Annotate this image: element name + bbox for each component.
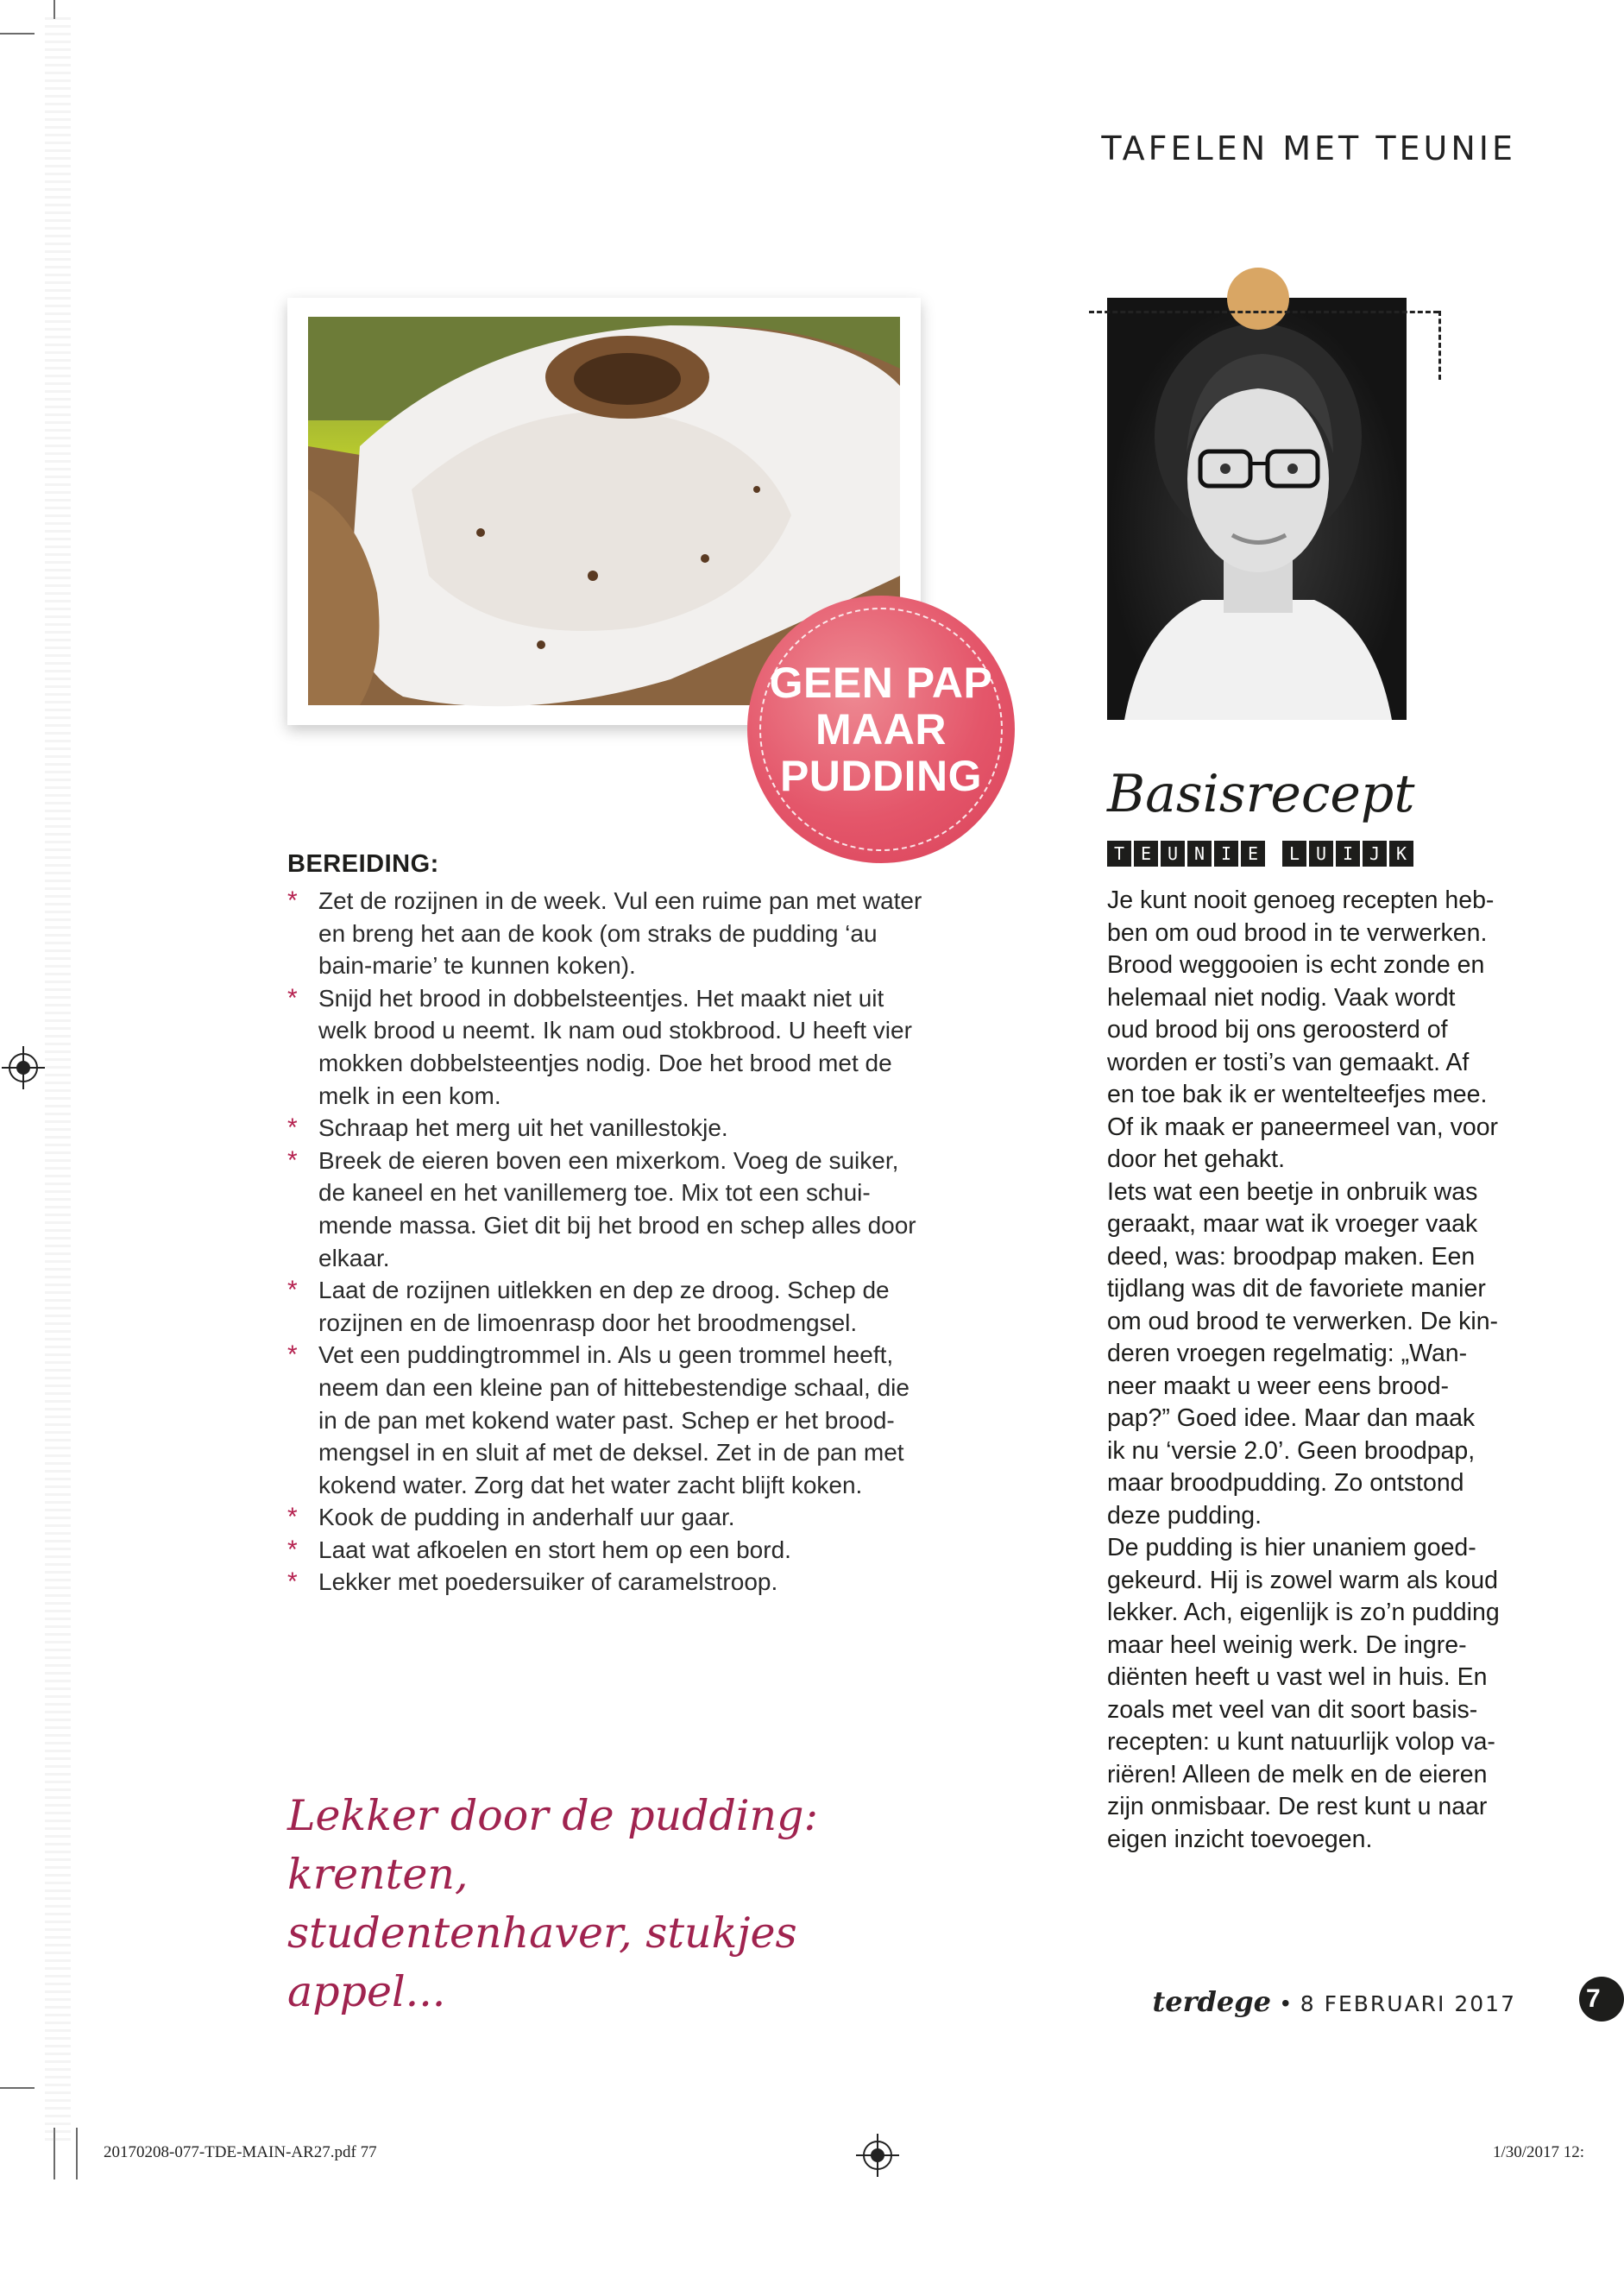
registration-mark-icon xyxy=(9,1053,38,1082)
step-item xyxy=(287,1566,926,1599)
star-bullet-icon: * xyxy=(287,1340,298,1370)
footer-separator: • xyxy=(1281,1990,1290,2016)
intro-line: maar heel weinig werk. De ingre- xyxy=(1107,1631,1467,1659)
portrait-illustration xyxy=(1107,298,1407,720)
step-line: de kaneel en het vanillemerg toe. Mix tot een schui- xyxy=(318,1179,871,1207)
author-portrait xyxy=(1107,298,1407,720)
intro-line: diënten heeft u vast wel in huis. En xyxy=(1107,1663,1488,1691)
author-letter: K xyxy=(1389,841,1413,867)
author-letter: E xyxy=(1241,841,1265,867)
step-line: mokken dobbelsteentjes nodig. Doe het brood met de xyxy=(318,1049,892,1076)
intro-line: Of ik maak er paneermeel van, voor xyxy=(1107,1113,1499,1141)
step-line: kokend water. Zorg dat het water zacht blijft koken. xyxy=(318,1471,863,1498)
step-item xyxy=(287,1501,926,1534)
step-line: Breek de eieren boven een mixerkom. Voeg de suiker, xyxy=(318,1146,899,1174)
intro-line: eigen inzicht toevoegen. xyxy=(1107,1825,1373,1853)
intro-line: om oud brood te verwerken. De kin- xyxy=(1107,1307,1499,1335)
author-letter: I xyxy=(1214,841,1238,867)
step-line: in de pan met kokend water past. Schep er het brood- xyxy=(318,1406,895,1434)
crop-mark xyxy=(0,2087,35,2089)
step-line: melk in een kom. xyxy=(318,1082,501,1109)
step-line: bain-marie’ te kunnen koken). xyxy=(318,952,636,980)
step-line: Zet de rozijnen in de week. Vul een ruime pan met water xyxy=(318,887,922,914)
intro-line: geraakt, maar wat ik vroeger vaak xyxy=(1107,1210,1478,1238)
pull-quote-line: Lekker door de pudding: krenten, xyxy=(287,1791,818,1899)
step-line: en breng het aan de kook (om straks de pudding ‘au xyxy=(318,919,878,947)
step-line: Schraap het merg uit het vanillestokje. xyxy=(318,1114,728,1142)
pin-icon xyxy=(1227,268,1289,330)
author-letter: T xyxy=(1107,841,1131,867)
step-line: neem dan een kleine pan of hittebestendige schaal, die xyxy=(318,1373,910,1401)
print-slug-file: 20170208-077-TDE-MAIN-AR27.pdf 77 xyxy=(104,2143,377,2161)
badge-line-1: GEEN PAP xyxy=(769,659,993,707)
step-line: rozijnen en de limoenrasp door het broodmengsel. xyxy=(318,1309,858,1336)
step-item xyxy=(287,1339,926,1501)
intro-line: en toe bak ik er wentelteefjes mee. xyxy=(1107,1081,1488,1108)
step-line: Snijd het brood in dobbelsteentjes. Het maakt niet uit xyxy=(318,984,884,1012)
step-line: Laat de rozijnen uitlekken en dep ze droog. Schep de xyxy=(318,1277,890,1304)
intro-line: riëren! Alleen de melk en de eieren xyxy=(1107,1760,1488,1788)
step-item xyxy=(287,1534,926,1567)
print-slug-date: 1/30/2017 12: xyxy=(1493,2143,1585,2161)
author-letter: N xyxy=(1187,841,1212,867)
step-line: elkaar. xyxy=(318,1244,390,1271)
star-bullet-icon: * xyxy=(287,983,298,1012)
magazine-logo: terdege xyxy=(1152,1985,1271,2018)
step-item xyxy=(287,885,926,982)
pull-quote-line: studentenhaver, stukjes appel... xyxy=(287,1908,797,2016)
star-bullet-icon: * xyxy=(287,1276,298,1305)
intro-line: gekeurd. Hij is zowel warm als koud xyxy=(1107,1566,1499,1594)
step-line: mende massa. Giet dit bij het brood en schep alles door xyxy=(318,1211,916,1239)
author-letter: I xyxy=(1336,841,1360,867)
step-item xyxy=(287,1274,926,1339)
intro-line: neer maakt u weer eens brood- xyxy=(1107,1372,1450,1400)
step-line: Vet een puddingtrommel in. Als u geen trommel heeft, xyxy=(318,1341,894,1369)
bereiding-heading: BEREIDING: xyxy=(287,850,439,878)
intro-text xyxy=(1107,885,1521,1856)
star-bullet-icon: * xyxy=(287,886,298,915)
step-line: welk brood u neemt. Ik nam oud stokbrood. U heeft vier xyxy=(318,1017,912,1044)
intro-line: worden er tosti’s van gemaakt. Af xyxy=(1107,1048,1470,1076)
step-line: Kook de pudding in anderhalf uur gaar. xyxy=(318,1504,735,1531)
step-item xyxy=(287,1112,926,1145)
intro-line: De pudding is hier unaniem goed- xyxy=(1107,1534,1476,1561)
intro-line: deze pudding. xyxy=(1107,1501,1262,1530)
intro-line: maar broodpudding. Zo ontstond xyxy=(1107,1469,1464,1497)
author-letter: J xyxy=(1363,841,1387,867)
step-item xyxy=(287,982,926,1112)
badge-line-3: PUDDING xyxy=(779,752,983,800)
star-bullet-icon: * xyxy=(287,1567,298,1597)
crop-mark xyxy=(54,0,55,19)
pull-quote xyxy=(287,1787,960,2022)
intro-line: tijdlang was dit de favoriete manier xyxy=(1107,1275,1486,1303)
star-bullet-icon: * xyxy=(287,1113,298,1143)
intro-line: Iets wat een beetje in onbruik was xyxy=(1107,1177,1478,1206)
intro-line: helemaal niet nodig. Vaak wordt xyxy=(1107,983,1456,1012)
crop-mark xyxy=(0,33,35,35)
intro-line: zijn onmisbaar. De rest kunt u naar xyxy=(1107,1793,1488,1820)
author-letter: U xyxy=(1161,841,1185,867)
author-letter: E xyxy=(1134,841,1158,867)
intro-line: ben om oud brood in te verwerken. xyxy=(1107,918,1488,947)
crop-mark xyxy=(76,2128,78,2179)
star-bullet-icon: * xyxy=(287,1503,298,1532)
intro-line: pap?” Goed idee. Maar dan maak xyxy=(1107,1404,1476,1432)
section-title: TAFELEN MET TEUNIE xyxy=(1101,129,1516,167)
step-line: Laat wat afkoelen en stort hem op een bord. xyxy=(318,1536,791,1563)
issue-date: 8 FEBRUARI 2017 xyxy=(1300,1991,1516,2016)
intro-line: Brood weggooien is echt zonde en xyxy=(1107,951,1485,979)
star-bullet-icon: * xyxy=(287,1535,298,1564)
badge-line-2: MAAR xyxy=(815,705,947,754)
headline-badge xyxy=(747,596,1015,863)
intro-line: lekker. Ach, eigenlijk is zo’n pudding xyxy=(1107,1599,1500,1626)
dashed-border xyxy=(1089,311,1438,313)
registration-mark-icon xyxy=(863,2141,892,2170)
intro-line: zoals met veel van dit soort basis- xyxy=(1107,1695,1478,1724)
article-title: Basisrecept xyxy=(1107,764,1415,824)
step-line: mengsel in en sluit af met de deksel. Zet in de pan met xyxy=(318,1439,904,1467)
intro-line: Je kunt nooit genoeg recepten heb- xyxy=(1107,886,1495,914)
intro-line: recepten: u kunt natuurlijk volop va- xyxy=(1107,1728,1495,1756)
step-line: Lekker met poedersuiker of caramelstroop. xyxy=(318,1568,778,1596)
bereiding-steps xyxy=(287,885,926,1599)
author-label xyxy=(1107,841,1413,867)
intro-line: door het gehakt. xyxy=(1107,1145,1285,1173)
author-letter: U xyxy=(1309,841,1333,867)
author-letter-space xyxy=(1268,841,1280,867)
intro-line: deren vroegen regelmatig: „Wan- xyxy=(1107,1340,1468,1367)
step-item xyxy=(287,1145,926,1274)
page-footer xyxy=(1152,1985,1516,2018)
intro-line: deed, was: broodpap maken. Een xyxy=(1107,1242,1476,1271)
intro-line: ik nu ‘versie 2.0’. Geen broodpap, xyxy=(1107,1436,1476,1465)
scan-texture xyxy=(45,17,71,2141)
dashed-border xyxy=(1438,311,1441,380)
author-letter: L xyxy=(1282,841,1306,867)
page-number: 7 xyxy=(1579,1977,1624,2022)
intro-line: oud brood bij ons geroosterd of xyxy=(1107,1016,1448,1044)
star-bullet-icon: * xyxy=(287,1145,298,1175)
